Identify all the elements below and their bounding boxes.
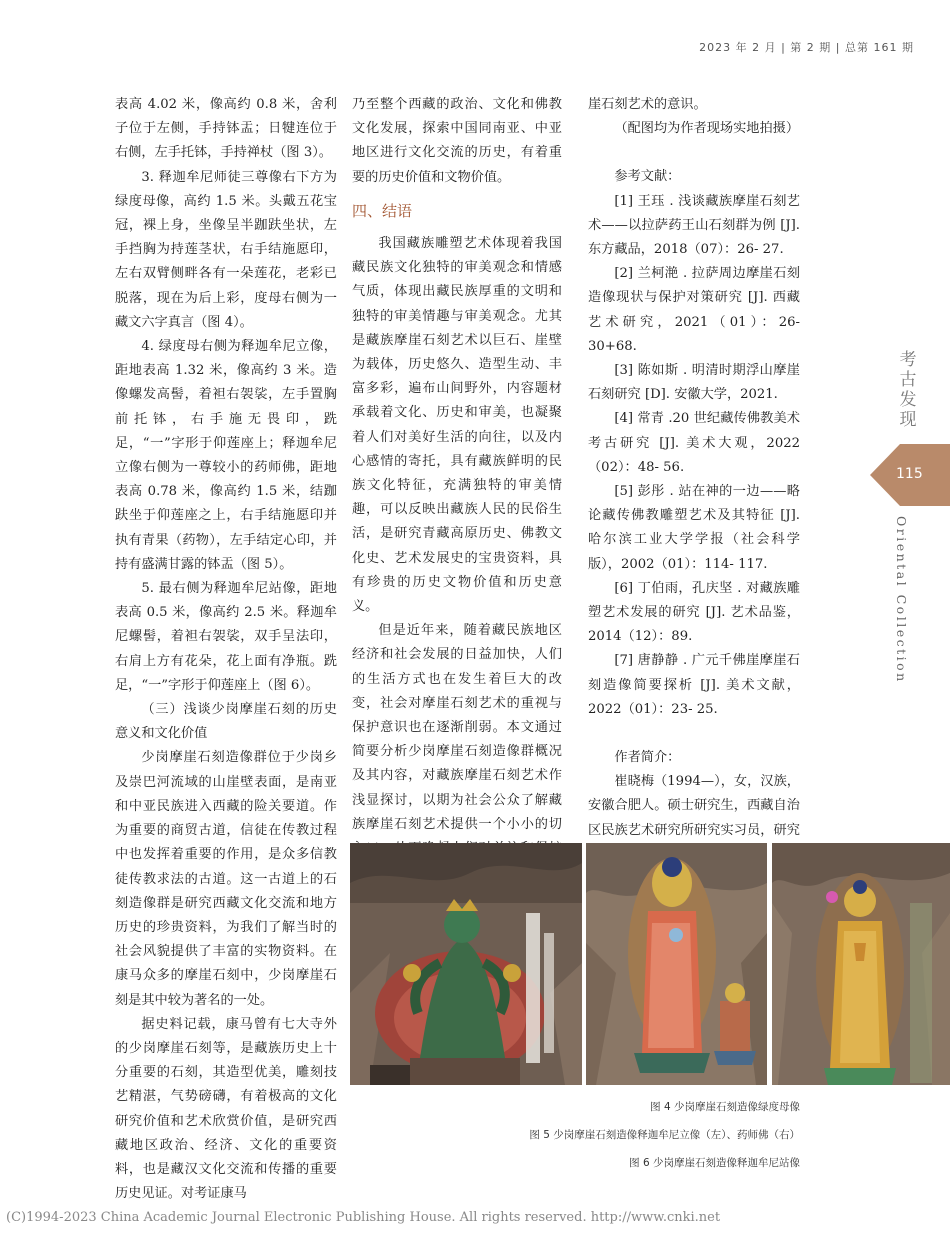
- page-number: 115: [896, 466, 923, 482]
- journal-name-vertical: Oriental Collection: [894, 516, 909, 684]
- copyright-footer: (C)1994-2023 China Academic Journal Electronic Publishing House. All rights reserved. http://www.cnki.net: [6, 1210, 721, 1225]
- figure-photos: [350, 843, 950, 1085]
- paragraph: 3. 释迦牟尼师徒三尊像右下方为绿度母像，高约 1.5 米。头戴五花宝冠，裸上身，坐像呈半跏趺坐状，左手挡胸为持莲茎状，右手结施愿印，左右双臂侧畔各有一朵莲花，老彩已脱落，现在为后上彩，度母右侧为一藏文六字真言（图 4）。: [115, 169, 337, 330]
- paragraph: 表高 4.02 米，像高约 0.8 米，舍利子位于左侧，手持钵盂；日犍连位于右侧，左手托钵，手持禅杖（图 3）。: [115, 97, 337, 161]
- paragraph: 但是近年来，随着藏民族地区经济和社会发展的日益加快，人们的生活方式也在发生着巨大的改变，社会对摩崖石刻艺术的重视与保护意识也在逐渐削弱。本文通过简要分析少岗摩崖石刻造像群概况及其内容，对藏族摩崖石刻艺术作浅显探讨，以期为社会公众了解藏族摩崖石刻艺术提供一个小小的切: [352, 623, 562, 832]
- photo-green-tara: [350, 843, 582, 1085]
- photo-buddha-standing-right: [772, 843, 950, 1085]
- reference-item: [1] 王珏 . 浅谈藏族摩崖石刻艺术——以拉萨药王山石刻群为例 [J]. 东方藏品，2018（07）：26- 27.: [588, 193, 800, 258]
- section-title: 四、结语: [352, 201, 413, 220]
- subsection-heading: （三）浅谈少岗摩崖石刻的历史意义和文化价值: [115, 702, 337, 742]
- text-column-2: [352, 93, 562, 886]
- caption-fig4: 图 4 少岗摩崖石刻造像绿度母像: [650, 1101, 800, 1113]
- text-column-1: [115, 93, 337, 1206]
- caption-fig5: 图 5 少岗摩崖石刻造像释迦牟尼立像（左）、药师佛（右）: [529, 1129, 800, 1141]
- references-title: 参考文献：: [614, 169, 681, 185]
- paragraph: 崖石刻艺术的意识。: [588, 97, 707, 112]
- reference-item: [7] 唐静静 . 广元千佛崖摩崖石刻造像简要探析 [J]. 美术文献，2022（01）：23- 25.: [588, 653, 800, 717]
- issue-header: 2023 年 2 月 | 第 2 期 | 总第 161 期: [699, 41, 914, 54]
- paragraph: 我国藏族雕塑艺术体现着我国藏民族文化独特的审美观念和情感气质，体现出藏民族厚重的文明和独特的审美情趣与审美观念。尤其是藏族摩崖石刻艺术以巨石、崖壁为载体，历史悠久、造型生动、丰富多彩，遍布山间野外，内容题材承载着文化、历史和审美，也凝聚着人们对美好生活的向往，以及内心感情的寄托，具有藏族鲜明的民族文化特征，充满独特的审美情趣，可以反映出藏族人民的民俗生活，是研究青藏高原历史、佛教文化史、艺术发展史的宝贵资料，具有珍贵的历史文物价值和历史意义。: [352, 236, 562, 615]
- reference-item: [6] 丁伯雨，孔庆坚 . 对藏族雕塑艺术发展的研究 [J]. 艺术品鉴，2014（12）：89.: [588, 580, 800, 645]
- paragraph: 4. 绿度母右侧为释迦牟尼立像，距地表高 1.32 米，像高约 3 米。造像螺发高髻，着袒右袈裟，左手置胸前托钵，右手施无畏印，跣足，“一”字形于仰莲座上；释迦牟尼立像右侧为一尊较小的药师佛，距地表高 0.78 米，像高约 1.5 米，结跏趺坐于仰莲座之上，右手结施愿印并执有青果（药物），左手结定心印，并持有盛满甘露的钵盂（图 5）。: [115, 339, 337, 572]
- author-bio: 崔晓梅（1994—），女，汉族，安徽合肥人。硕士研究生，西藏自治区民族艺术研究所研究实习员，研究: [588, 774, 800, 838]
- paragraph: 据史料记载，康马曾有七大寺外的少岗摩崖石刻等，是藏族历史上十分重要的石刻，其造型优美，雕刻技艺精湛，气势磅礴，有着极高的文化研究价值和艺术欣赏价值，是研究西藏地区政治、经济、文化的重要资料，也是藏汉文化交流和传播的重要历史见证。对考证康马: [115, 1016, 337, 1202]
- paragraph: 乃至整个西藏的政治、文化和佛教文化发展，探索中国同南亚、中亚地区进行文化交流的历史，有着重要的历史价值和文物价值。: [352, 97, 562, 185]
- photo-note: （配图均为作者现场实地拍摄）: [614, 121, 800, 137]
- caption-fig6: 图 6 少岗摩崖石刻造像释迦牟尼站像: [629, 1157, 800, 1169]
- reference-item: [5] 彭彤 . 站在神的一边——略论藏传佛教雕塑艺术及其特征 [J]. 哈尔滨工业大学学报（社会科学版），2002（01）：114- 117.: [588, 484, 800, 572]
- text-column-3: [588, 93, 800, 867]
- reference-item: [3] 陈如斯 . 明清时期浮山摩崖石刻研究 [D]. 安徽大学，2021.: [588, 363, 800, 403]
- reference-item: [4] 常青 .20 世纪藏传佛教美术考古研究 [J]. 美术大观，2022（02）：48- 56.: [588, 411, 800, 475]
- photo-standing-buddha: [586, 843, 767, 1085]
- reference-item: [2] 兰柯滟 . 拉萨周边摩崖石刻造像现状与保护对策研究 [J]. 西藏艺术研究，2021（01）：26- 30+68.: [588, 266, 800, 354]
- paragraph: 5. 最右侧为释迦牟尼站像，距地表高 0.5 米，像高约 2.5 米。释迦牟尼螺髻，着袒右袈裟，双手呈法印，右肩上方有花朵，花上面有净瓶。跣足，“一”字形于仰莲座上（图 6）。: [115, 581, 337, 693]
- author-title: 作者简介：: [614, 750, 681, 766]
- section-label-vertical: 考古发现: [899, 350, 917, 430]
- paragraph: 少岗摩崖石刻造像群位于少岗乡及崇巴河流域的山崖壁表面，是南亚和中亚民族进入西藏的险关要道。作为重要的商贸古道，信徒在传教过程中也发挥着重要的作用，是众多信教徒传教求法的古道。这一古道上的石刻造像群是研究西藏文化交流和地方历史的珍贵资料，为我们了解当时的社会风貌提供了丰富的实物资料。在康马众多的摩崖石刻中，少岗摩崖石刻是其中较为著名的一处。: [115, 750, 337, 1008]
